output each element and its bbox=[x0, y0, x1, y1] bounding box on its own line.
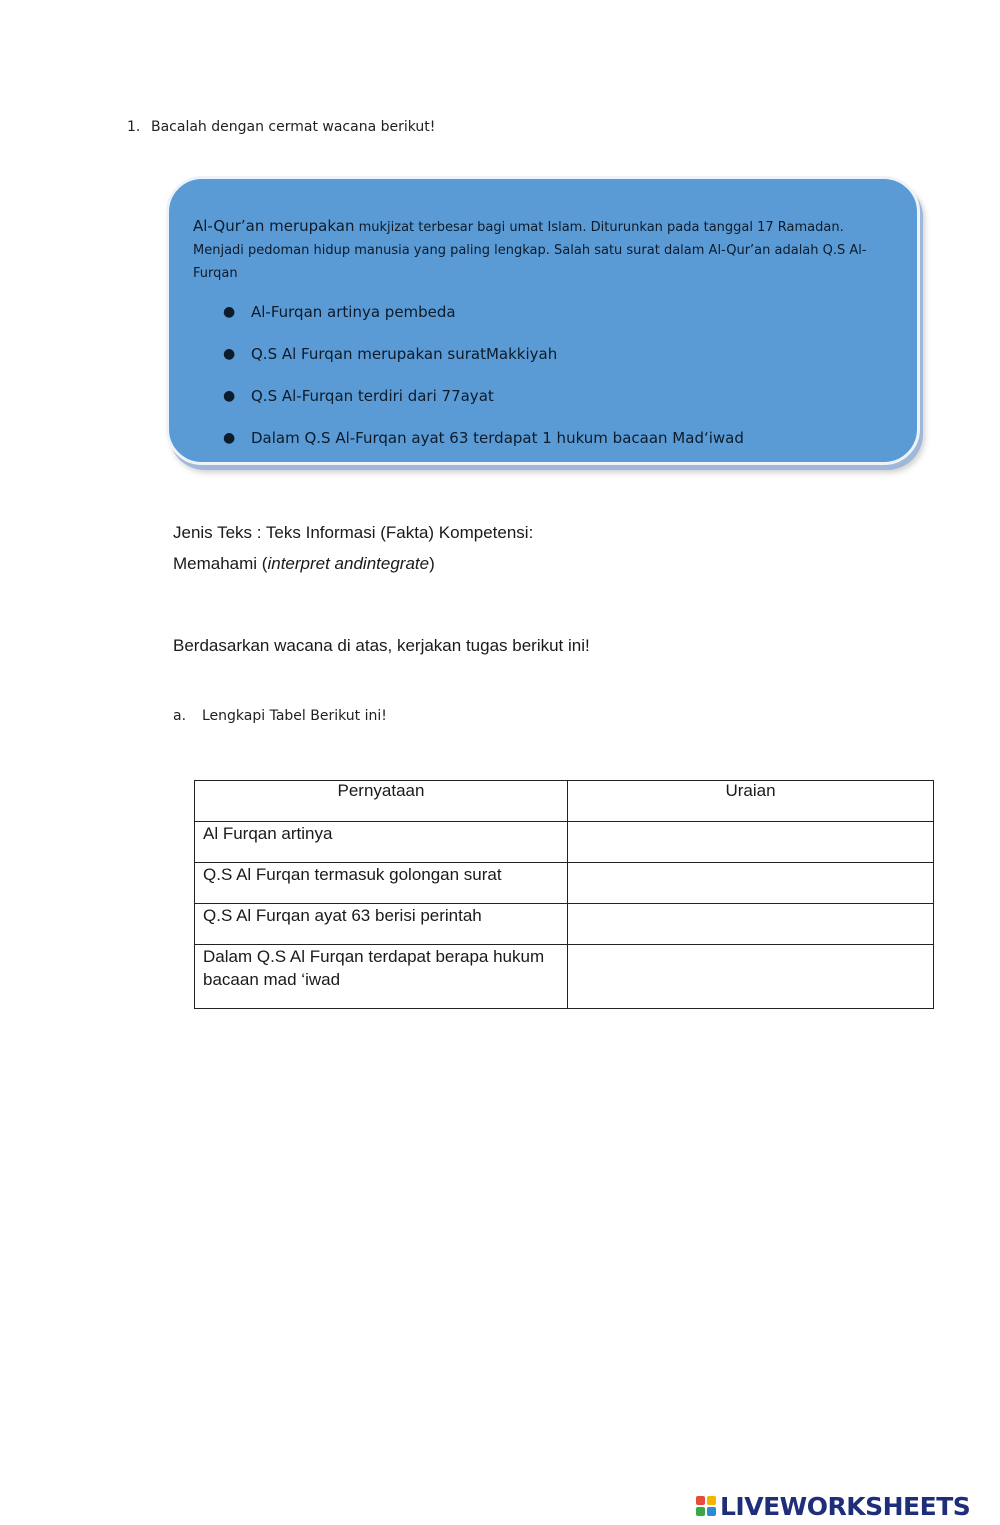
answer-table bbox=[194, 780, 934, 1009]
passage-bullet-item bbox=[223, 299, 893, 341]
competence-suffix: ) bbox=[429, 554, 435, 573]
answer-cell[interactable] bbox=[568, 945, 934, 1009]
bullet-text: Q.S Al-Furqan terdiri dari 77ayat bbox=[251, 387, 494, 405]
question-number: 1. bbox=[127, 119, 141, 135]
bullet-icon: ● bbox=[223, 388, 236, 404]
passage-intro bbox=[193, 215, 893, 285]
table-row bbox=[195, 945, 934, 1009]
task-a-number: a. bbox=[173, 708, 187, 724]
passage-bullet-item bbox=[223, 341, 893, 383]
logo-square bbox=[707, 1507, 716, 1516]
logo-wordmark: LIVEWORKSHEETS bbox=[720, 1491, 971, 1521]
bullet-text: Q.S Al Furqan merupakan suratMakkiyah bbox=[251, 345, 558, 363]
competence-italic: interpret andintegrate bbox=[267, 554, 430, 573]
question-text: Bacalah dengan cermat wacana berikut! bbox=[151, 119, 436, 135]
passage-lead: Al-Qur’an merupakan bbox=[193, 217, 355, 235]
answer-cell[interactable] bbox=[568, 863, 934, 904]
passage-bullets bbox=[193, 299, 893, 467]
bullet-icon: ● bbox=[223, 430, 236, 446]
table-header-row bbox=[195, 781, 934, 822]
text-type-line: Jenis Teks : Teks Informasi (Fakta) Kompetensi: bbox=[173, 523, 534, 542]
answer-cell[interactable] bbox=[568, 822, 934, 863]
liveworksheets-logo bbox=[696, 1490, 970, 1522]
logo-mark-icon bbox=[696, 1496, 716, 1516]
question-1 bbox=[127, 119, 435, 135]
bullet-icon: ● bbox=[223, 304, 236, 320]
bullet-icon: ● bbox=[223, 346, 236, 362]
logo-square bbox=[707, 1496, 716, 1505]
task-a bbox=[173, 708, 387, 724]
bullet-text: Dalam Q.S Al-Furqan ayat 63 terdapat 1 hukum bacaan Mad‘iwad bbox=[251, 429, 744, 447]
statement-cell: Q.S Al Furqan termasuk golongan surat bbox=[195, 863, 568, 904]
table-row bbox=[195, 863, 934, 904]
statement-cell: Al Furqan artinya bbox=[195, 822, 568, 863]
statement-cell: Q.S Al Furqan ayat 63 berisi perintah bbox=[195, 904, 568, 945]
table-row bbox=[195, 822, 934, 863]
bullet-text: Al-Furqan artinya pembeda bbox=[251, 303, 456, 321]
table-row bbox=[195, 904, 934, 945]
column-header-statement: Pernyataan bbox=[195, 781, 568, 822]
passage-bullet-item bbox=[223, 425, 893, 467]
answer-cell[interactable] bbox=[568, 904, 934, 945]
competence-prefix: Memahami ( bbox=[173, 554, 268, 573]
statement-cell: Dalam Q.S Al Furqan terdapat berapa hukum bacaan mad ‘iwad bbox=[195, 945, 568, 1009]
passage-box bbox=[166, 176, 920, 465]
instruction-text: Berdasarkan wacana di atas, kerjakan tugas berikut ini! bbox=[173, 636, 590, 655]
logo-square bbox=[696, 1507, 705, 1516]
competence-line bbox=[173, 548, 533, 579]
passage-text: mukjizat terbesar bagi umat Islam. Diturunkan pada tanggal 17 Ramadan. Menjadi pedoman hidup manusia yang paling lengkap. Salah satu surat dalam Al-Qur’an adalah Q.S Al-Furqan bbox=[193, 220, 867, 281]
logo-square bbox=[696, 1496, 705, 1505]
task-a-text: Lengkapi Tabel Berikut ini! bbox=[202, 708, 387, 724]
text-meta bbox=[173, 517, 533, 579]
column-header-answer: Uraian bbox=[568, 781, 934, 822]
passage-bullet-item bbox=[223, 383, 893, 425]
